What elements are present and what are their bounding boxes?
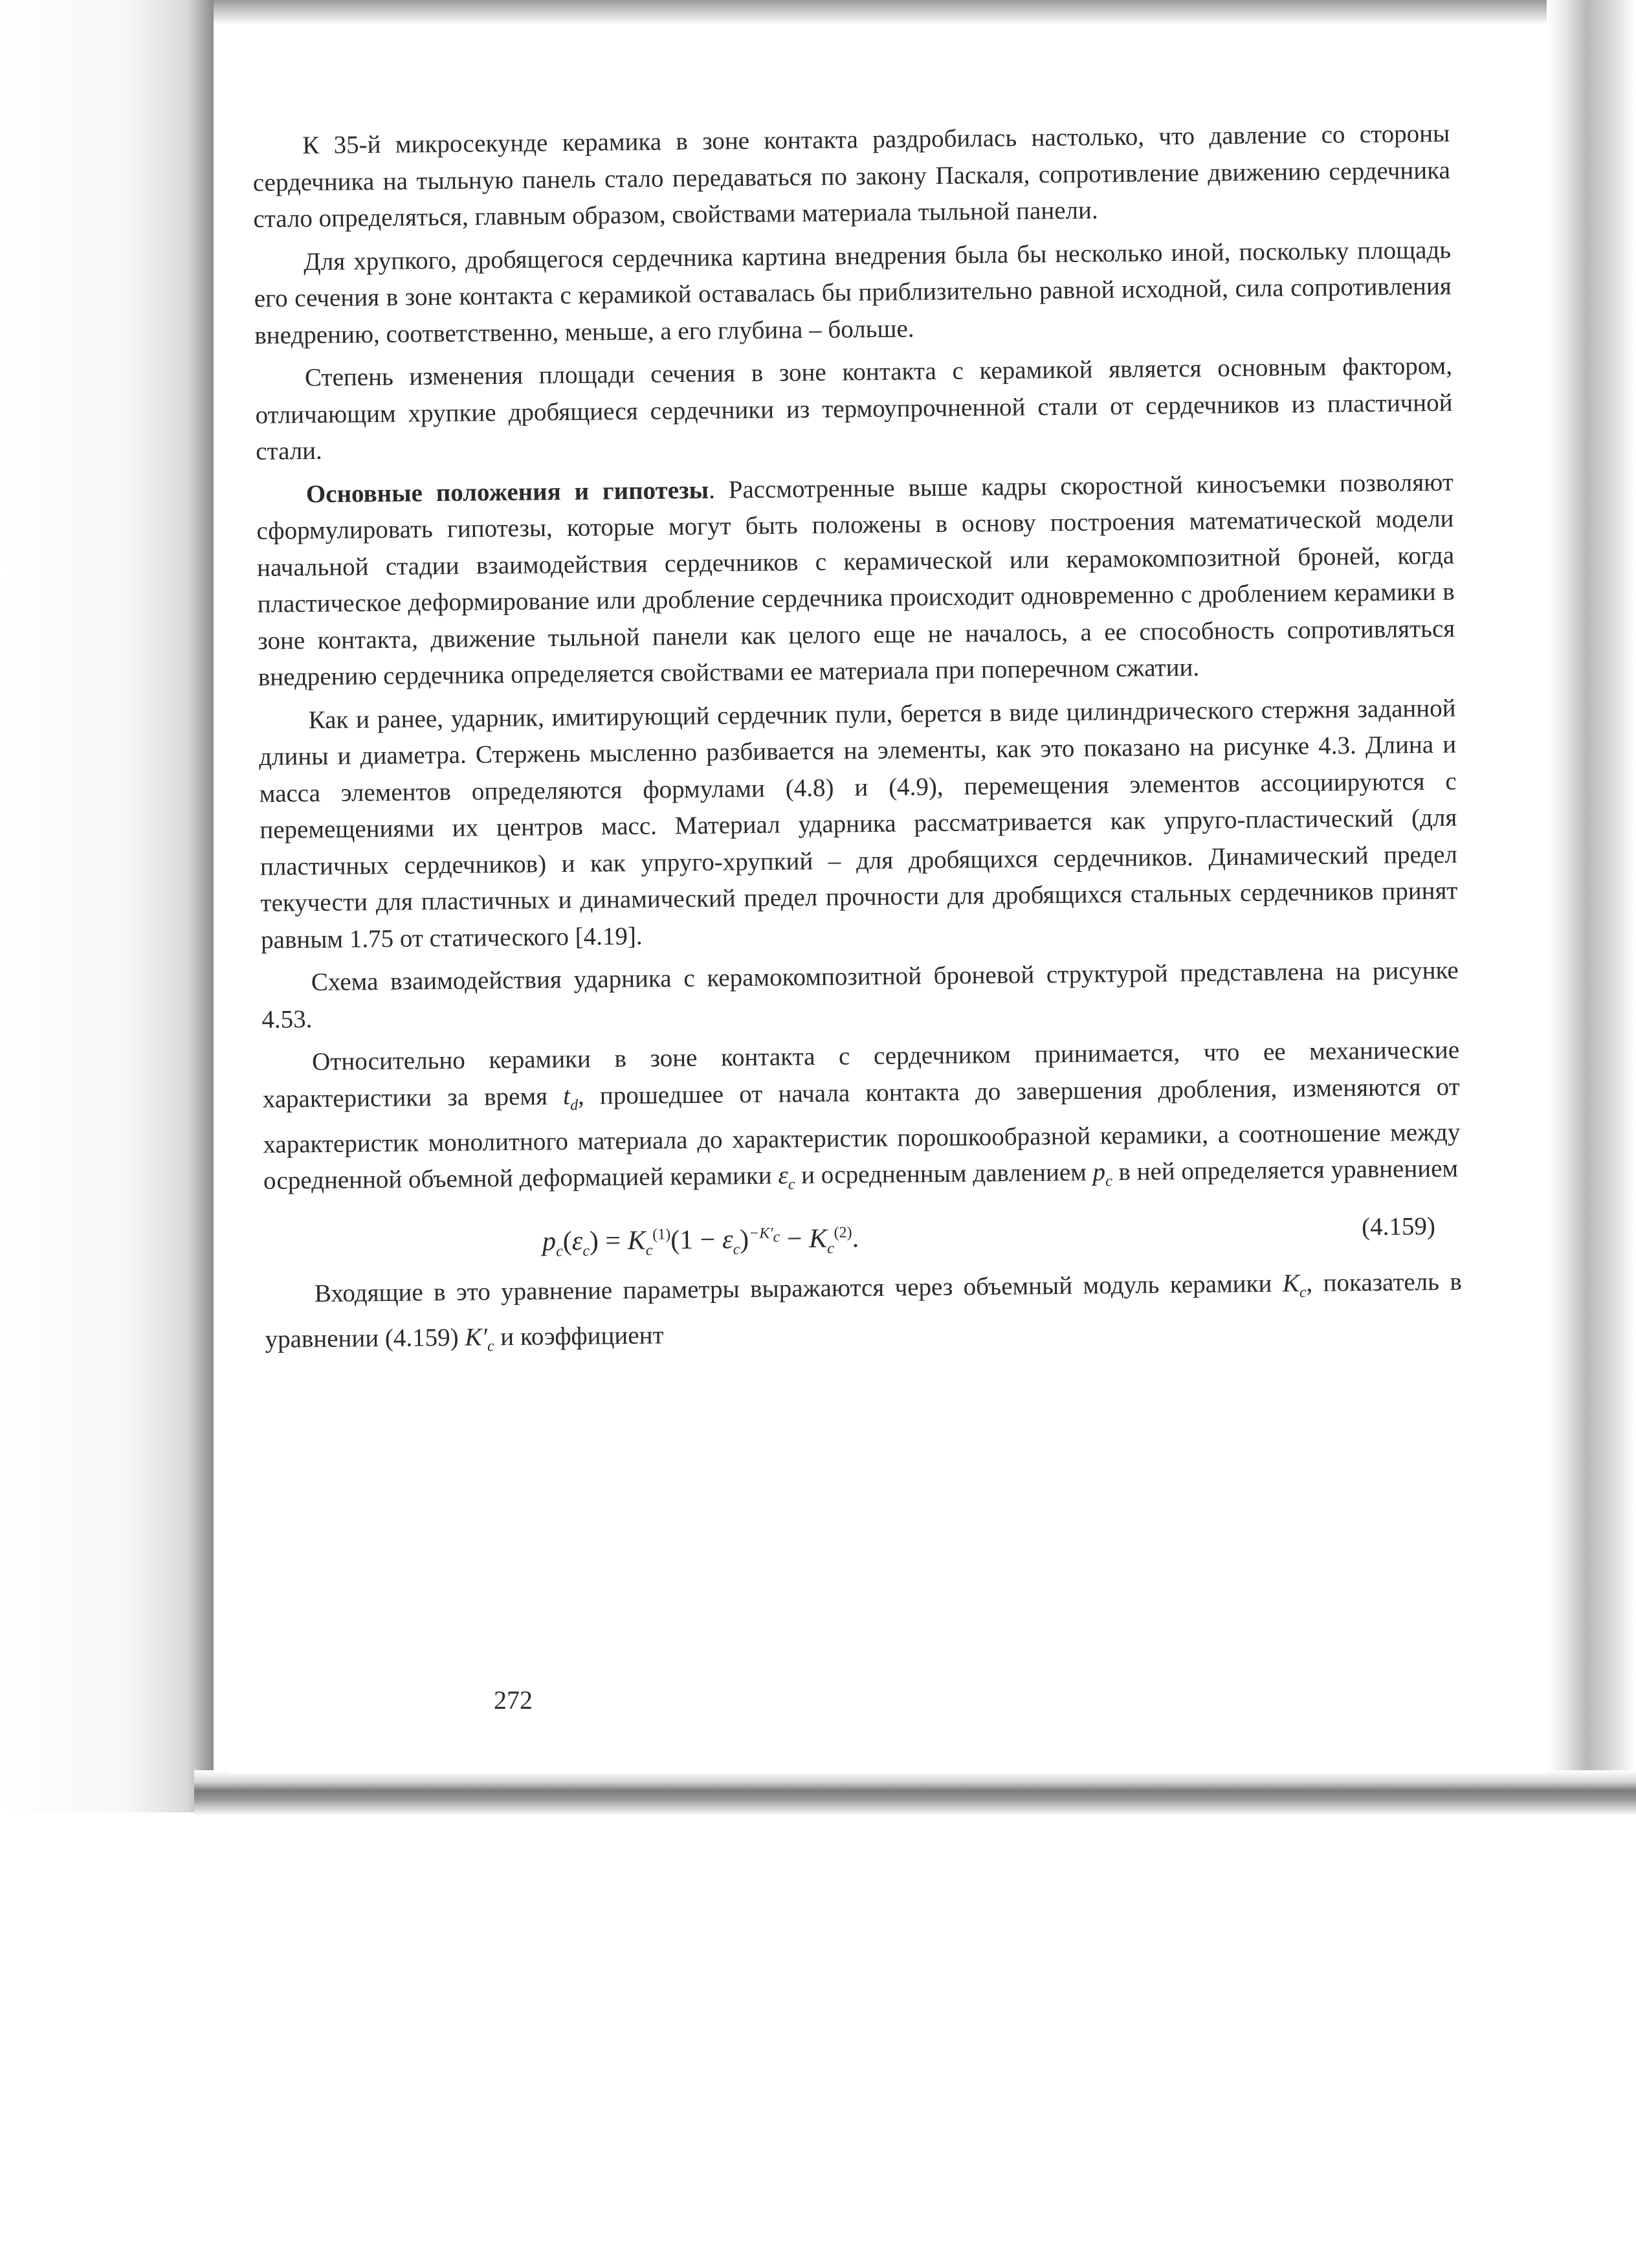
paragraph-text: и коэффициент bbox=[494, 1321, 664, 1351]
paragraph-text: и осредненным давлением bbox=[795, 1158, 1093, 1190]
paragraph bbox=[262, 1032, 1461, 1209]
section-heading: Основные положения и гипотезы bbox=[305, 476, 709, 508]
paragraph-text: , прошедшее от начала контакта до завершения дробления, изменяются от характеристик монолитного материала до характеристик порошкообразной керамики, а соотношение между осредненной объемной деформацией керамики bbox=[263, 1073, 1461, 1195]
inline-math-p: $p_c$ bbox=[1092, 1158, 1112, 1190]
book-spine-shadow bbox=[1547, 0, 1636, 1806]
paragraph: Степень изменения площади сечения в зоне контакта с керамикой является основным фактором, отличающим хрупкие дробящиеся сердечники из термоупрочненной стали от сердечников из пластичной стали. bbox=[255, 351, 1453, 465]
inline-math-k: $K_c$ bbox=[1282, 1269, 1307, 1301]
scan-background-left bbox=[0, 0, 214, 1812]
inline-math-td: $t_d$ bbox=[562, 1082, 579, 1114]
equation-number: (4.159) bbox=[1361, 1212, 1436, 1241]
paragraph bbox=[265, 1263, 1463, 1367]
paragraph bbox=[256, 464, 1455, 696]
scan-background-bottom bbox=[194, 1770, 1636, 1816]
paragraph-text: в ней определяется уравнением bbox=[1112, 1154, 1459, 1186]
page-body bbox=[252, 116, 1463, 1373]
paragraph: Для хрупкого, дробящегося сердечника картина внедрения была бы несколько иной, поскольку площадь его сечения в зоне контакта с керамикой оставалась бы приблизительно равной исходной, сила сопротивления внедрению, соответственно, меньше, а его глубина – больше. bbox=[254, 236, 1452, 350]
paragraph-text: , показатель в уравнении (4.159) bbox=[265, 1267, 1462, 1353]
inline-math-eps: $\varepsilon_c$ bbox=[778, 1161, 795, 1194]
paragraph: К 35-й микросекунде керамика в зоне контакта раздробилась настолько, что давление со стороны сердечника на тыльную панель стало передаваться по закону Паскаля, сопротивление движению сердечника стало определяться, главным образом, свойствами материала тыльной панели. bbox=[252, 119, 1451, 233]
equation-block bbox=[264, 1203, 1462, 1267]
paragraph-text: Относительно керамики в зоне контакта с сердечником принимается, что ее механические характеристики за время bbox=[262, 1036, 1460, 1113]
paragraph-text: Входящие в это уравнение параметры выражаются через объемный модуль керамики bbox=[314, 1269, 1283, 1307]
page-number: 272 bbox=[494, 1685, 533, 1715]
scan-background-top bbox=[214, 0, 1547, 25]
paragraph-text: . Рассмотренные выше кадры скоростной киносъемки позволяют сформулировать гипотезы, которые могут быть положены в основу построения математической модели начальной стадии взаимодействия сердечников с керамической или керамокомпозитной броней, когда пластическое деформирование или дробление сердечника происходит одновременно с дроблением керамики в зоне контакта, движение тыльной панели как целого еще не началось, а ее способность сопротивляться внедрению сердечника определяется свойствами ее материала при поперечном сжатии. bbox=[256, 468, 1455, 691]
paragraph: Схема взаимодействия ударника с керамокомпозитной броневой структурой представлена на рисунке 4.53. bbox=[261, 956, 1459, 1034]
equation: $p_c(\varepsilon_c) = K_c^{(1)}(1 - \varepsilon_c)^{-K'_c} - K_c^{(2)}$. bbox=[542, 1223, 859, 1260]
paragraph: Как и ранее, ударник, имитирующий сердечник пули, берется в виде цилиндрического стержня заданной длины и диаметра. Стержень мысленно разбивается на элементы, как это показано на рисунке 4.3. Длина и масса элементов определяются формулами (4.8) и (4.9), перемещения элементов ассоциируются с перемещениями их центров масс. Материал ударника рассматривается как упруго-пластический (для пластичных сердечников) и как упруго-хрупкий – для дробящихся сердечников. Динамический предел текучести для пластичных и динамический предел прочности для дробящихся стальных сердечников принят равным 1.75 от статического [4.19]. bbox=[258, 694, 1458, 954]
inline-math-k-prime: $K'_c$ bbox=[465, 1323, 494, 1355]
